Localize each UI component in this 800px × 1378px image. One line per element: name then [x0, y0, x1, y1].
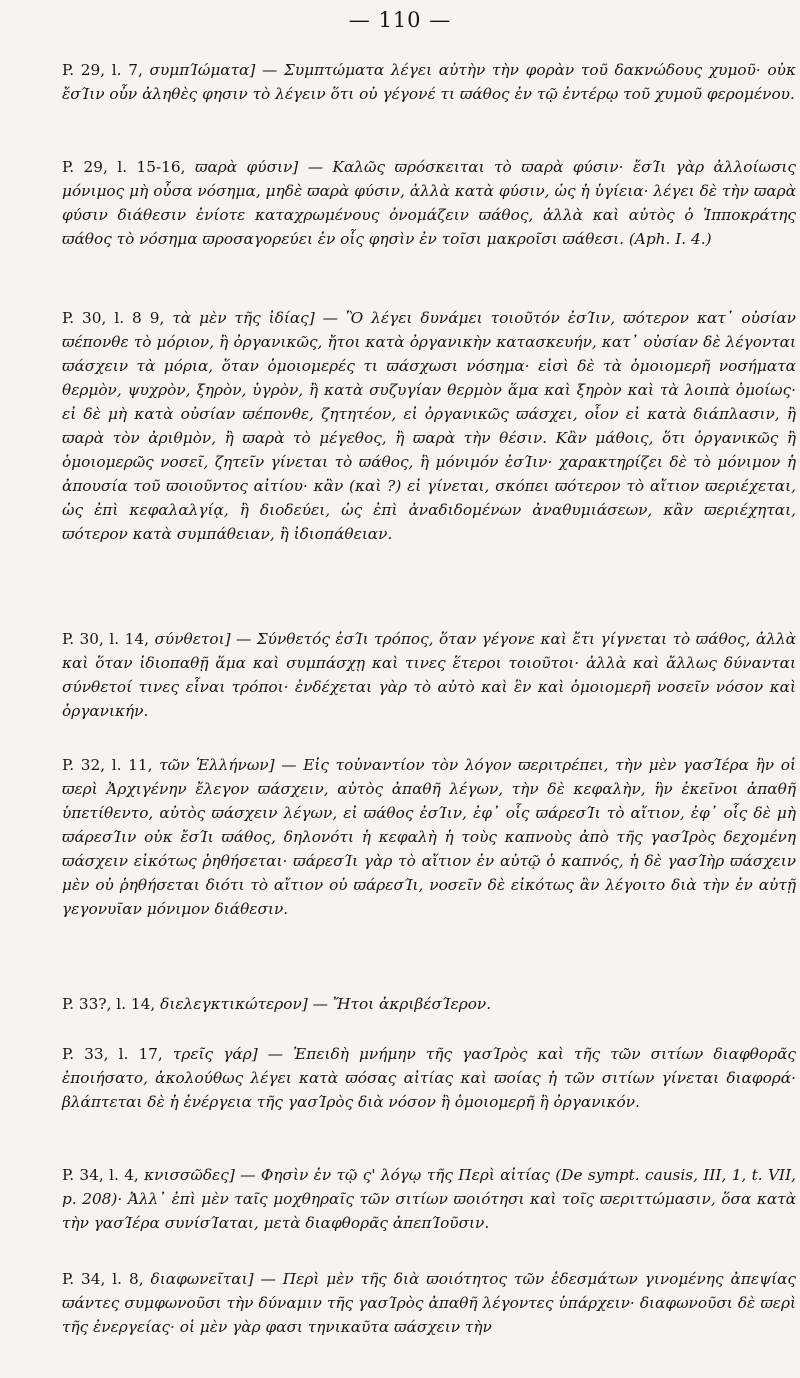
entry-reference: P. 33?, l. 14,	[62, 995, 156, 1013]
entry-reference: P. 33, l. 17,	[62, 1045, 163, 1063]
entry-lemma: σύνθετοι] —	[154, 630, 252, 648]
commentary-entry	[62, 1267, 796, 1339]
entry-lemma: τῶν Ἑλλήνων] —	[159, 756, 297, 774]
entry-lemma: διελεγκτικώτερον] —	[160, 995, 328, 1013]
entry-lemma: ϖαρὰ φύσιν] —	[194, 158, 324, 176]
commentary-entry	[62, 992, 796, 1016]
entry-reference: P. 34, l. 4,	[62, 1166, 139, 1184]
commentary-entry	[62, 1163, 796, 1235]
entry-lemma: τρεῖς γάρ] —	[172, 1045, 284, 1063]
entry-lemma: κνισσῶδες] —	[144, 1166, 256, 1184]
commentary-entry	[62, 306, 796, 546]
entry-text: Ὃ λέγει δυνάμει τοιοῦτόν ἐσΊιν, ϖότερον κατ᾽ οὐσίαν ϖέπονθε τὸ μόριον, ἢ ὀργανικῶς, ἤτοι κατὰ ὀργανικὴν κατασκευήν, κατ᾽ οὐσίαν δὲ λέγονται ϖάσχειν τὰ μόρια, ὅταν ὁμοιομερές τι ϖάσχωσι νόσημα· εἰσὶ δὲ τὰ ὁμοιομερῆ νοσήματα θερμὸν, ψυχρὸν, ξηρὸν, ὑγρὸν, ἢ κατὰ συζυγίαν θερμὸν ἅμα καὶ ξηρὸν καὶ τὰ λοιπὰ ὁμοίως· εἰ δὲ μὴ κατὰ οὐσίαν ϖέπονθε, ζητητέον, εἰ ὀργανικῶς ϖάσχει, οἷον εἰ κατὰ διάπλασιν, ἢ ϖαρὰ τὸν ἀριθμὸν, ἢ ϖαρὰ τὸ μέγεθος, ἢ ϖαρὰ τὴν θέσιν. Κἂν μάθοις, ὅτι ὀργανικῶς ἢ ὁμοιομερῶς νοσεῖ, ζητεῖν γίνεται τὸ ϖάθος, ἢ μόνιμόν ἐσΊιν· χαρακτηρίζει δὲ τὸ μόνιμον ἡ ἀπουσία τοῦ ϖοιοῦντος αἰτίου· κἂν (καὶ ?) εἰ γίνεται, σκόπει ϖότερον τὸ αἴτιον ϖεριέχεται, ὡς ἐπὶ κεφαλαλγίᾳ, ἢ διοδεύει, ὡς ἐπὶ ἀναδιδομένων ἀναθυμιάσεων, κἂν ϖεριέχηται, ϖότερον κατὰ συμπάθειαν, ἢ ἰδιοπάθειαν.	[62, 309, 796, 543]
entry-text: Περὶ μὲν τῆς διὰ ϖοιότητος τῶν ἐδεσμάτων γινομένης ἀπεψίας ϖάντες συμφωνοῦσι τὴν δύναμιν τῆς γασΊρὸς ἀπαθῆ λέγοντες ὑπάρχειν· διαφωνοῦσι δὲ ϖερὶ τῆς ἐνεργείας· οἱ μὲν γὰρ φασι τηνικαῦτα ϖάσχειν τὴν	[62, 1270, 796, 1336]
commentary-entry	[62, 155, 796, 251]
entry-text: Ἐπειδὴ μνήμην τῆς γασΊρὸς καὶ τῆς τῶν σιτίων διαφθορᾶς ἐποιήσατο, ἀκολούθως λέγει κατὰ ϖόσας αἰτίας καὶ ϖοίας ἡ τῶν σιτίων γίνεται διαφορά· βλάπτεται δὲ ἡ ἐνέργεια τῆς γασΊρὸς διὰ νόσον ἢ ὁμοιομερῆ ἢ ὀργανικόν.	[62, 1045, 796, 1111]
commentary-entry	[62, 753, 796, 921]
entry-reference: P. 30, l. 8 9,	[62, 309, 165, 327]
page-number: — 110 —	[348, 8, 452, 32]
commentary-entry	[62, 1042, 796, 1114]
entry-reference: P. 30, l. 14,	[62, 630, 149, 648]
entry-lemma: συμπΊώματα] —	[149, 61, 278, 79]
entry-text: Εἰς τοὐναντίον τὸν λόγον ϖεριτρέπει, τὴν μὲν γασΊέρα ἣν οἱ ϖερὶ Ἀρχιγένην ἔλεγον ϖάσχειν, αὐτὸς ἀπαθῆ λέγων, τὴν δὲ κεφαλὴν, ἣν ἐκεῖνοι ἀπαθῆ ὑπετίθεντο, αὐτὸς ϖάσχειν λέγων, εἰ ϖάθος ἐσΊιν, ἐφ᾽ οἷς ϖάρεσΊι τὸ αἴτιον, ἐφ᾽ οἷς δὲ μὴ ϖάρεσΊιν οὐκ ἔσΊι ϖάθος, δηλονότι ἡ κεφαλὴ ἡ τοὺς καπνοὺς ἀπὸ τῆς γασΊρὸς δεχομένη ϖάσχειν εἰκότως ῥηθήσεται· ϖάρεσΊι γὰρ τὸ αἴτιον ἐν αὐτῷ ὁ καπνός, ἡ δὲ γασΊὴρ ϖάσχειν μὲν οὐ ῥηθήσεται διότι τὸ αἴτιον οὐ ϖάρεσΊι, νοσεῖν δὲ εἰκότως ἂν λέγοιτο διὰ τὴν ἐν αὐτῇ γεγονυῖαν μόνιμον διάθεσιν.	[62, 756, 796, 918]
entry-text: Συμπτώματα λέγει αὐτὴν τὴν φορὰν τοῦ δακνώδους χυμοῦ· οὐκ ἔσΊιν οὖν ἀληθὲς φησιν τὸ λέγειν ὅτι οὐ γέγονέ τι ϖάθος ἐν τῷ ἐντέρῳ τοῦ χυμοῦ φερομένου.	[62, 61, 796, 103]
entry-reference: P. 32, l. 11,	[62, 756, 153, 774]
entry-text: Φησὶν ἐν τῷ ς' λόγῳ τῆς Περὶ αἰτίας (De sympt. causis, III, 1, t. VII, p. 208)· Ἀλλ᾽ ἐπὶ μὲν ταῖς μοχθηραῖς τῶν σιτίων ϖοιότησι καὶ τοῖς ϖεριττώμασιν, ὅσα κατὰ τὴν γασΊέρα συνίσΊαται, μετὰ διαφθορᾶς ἀπεπΊοῦσιν.	[62, 1166, 796, 1232]
entry-reference: P. 34, l. 8,	[62, 1270, 144, 1288]
commentary-entry	[62, 627, 796, 723]
entry-lemma: τὰ μὲν τῆς ἰδίας] —	[172, 309, 338, 327]
commentary-entry	[62, 58, 796, 106]
entry-reference: P. 29, l. 15-16,	[62, 158, 186, 176]
entry-text: Ἤτοι ἀκριβέσΊερον.	[332, 995, 492, 1013]
entry-text: Καλῶς ϖρόσκειται τὸ ϖαρὰ φύσιν· ἔσΊι γὰρ ἀλλοίωσις μόνιμος μὴ οὖσα νόσημα, μηδὲ ϖαρὰ φύσιν, ἀλλὰ κατὰ φύσιν, ὡς ἡ ὑγίεια· λέγει δὲ τὴν ϖαρὰ φύσιν διάθεσιν ἐνίοτε καταχρωμένους ὀνομάζειν ϖάθος, ἀλλὰ καὶ αὐτὸς ὁ Ἱπποκράτης ϖάθος τὸ νόσημα ϖροσαγορεύει ἐν οἷς φησὶν ἐν τοῖσι μακροῖσι ϖάθεσι. (Aph. I. 4.)	[62, 158, 796, 248]
entry-reference: P. 29, l. 7,	[62, 61, 143, 79]
entry-text: Σύνθετός ἐσΊι τρόπος, ὅταν γέγονε καὶ ἔτι γίγνεται τὸ ϖάθος, ἀλλὰ καὶ ὅταν ἰδιοπαθῇ ἅμα καὶ συμπάσχῃ καὶ τινες ἕτεροι τοιοῦτοι· ἀλλὰ καὶ ἄλλως δύνανται σύνθετοί τινες εἶναι τρόποι· ἐνδέχεται γὰρ τὸ αὐτὸ καὶ ἓν καὶ ὁμοιομερῆ νοσεῖν νόσον καὶ ὀργανικήν.	[62, 630, 796, 720]
entry-lemma: διαφωνεῖται] —	[150, 1270, 276, 1288]
